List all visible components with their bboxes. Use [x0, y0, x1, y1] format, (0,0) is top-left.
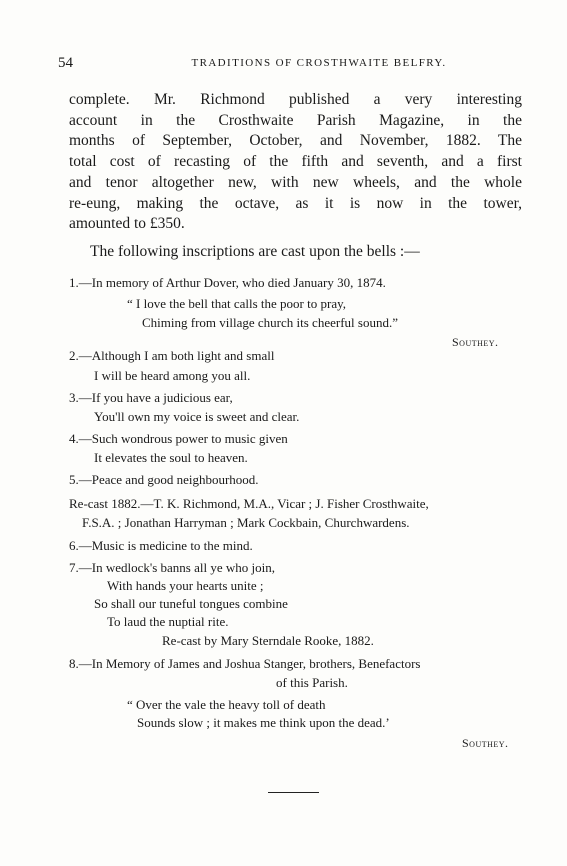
page-header	[58, 55, 520, 77]
section-end-rule	[268, 792, 319, 793]
paragraph-line: re-eung, making the octave, as it is now in the tower,	[69, 194, 522, 212]
inscription-7-line-4: To laud the nuptial rite.	[107, 614, 229, 629]
inscription-3-line-1: 3.—If you have a judicious ear,	[69, 390, 233, 405]
inscription-3-line-2: You'll own my voice is sweet and clear.	[94, 409, 300, 424]
inscription-2-line-2: I will be heard among you all.	[94, 368, 251, 383]
running-title: TRADITIONS OF CROSTHWAITE BELFRY.	[191, 57, 447, 69]
paragraph-line: months of September, October, and November, 1882. The	[69, 132, 522, 150]
inscription-7-recast: Re-cast by Mary Sterndale Rooke, 1882.	[162, 633, 374, 648]
inscription-7-line-2: With hands your hearts unite ;	[107, 578, 264, 593]
inscription-8-quote-line-2: Sounds slow ; it makes me think upon the dead.’	[137, 715, 390, 730]
inscription-8-line-2: of this Parish.	[276, 675, 348, 690]
paragraph-line: account in the Crosthwaite Parish Magazine, in the	[69, 111, 522, 129]
inscription-2-line-1: 2.—Although I am both light and small	[69, 348, 275, 363]
paragraph-line: total cost of recasting of the fifth and seventh, and a first	[69, 153, 522, 171]
inscription-5-line-1: 5.—Peace and good neighbourhood.	[69, 472, 259, 487]
inscription-8-line-1: 8.—In Memory of James and Joshua Stanger, brothers, Benefactors	[69, 656, 421, 671]
inscription-4-line-2: It elevates the soul to heaven.	[94, 450, 248, 465]
inscription-4-line-1: 4.—Such wondrous power to music given	[69, 431, 288, 446]
recast-1882-line-2: F.S.A. ; Jonathan Harryman ; Mark Cockbain, Churchwardens.	[82, 515, 410, 530]
inscriptions-lead-in: The following inscriptions are cast upon the bells :—	[90, 243, 420, 260]
paragraph-line: and tenor altogether new, with new wheels, and the whole	[69, 173, 522, 191]
paragraph-line: amounted to £350.	[69, 215, 185, 233]
intro-paragraph	[69, 90, 522, 235]
inscription-6-line-1: 6.—Music is medicine to the mind.	[69, 538, 253, 553]
inscription-8-author: Southey.	[462, 736, 509, 750]
inscription-1-author: Southey.	[452, 335, 499, 349]
recast-1882-line-1: Re-cast 1882.—T. K. Richmond, M.A., Vicar ; J. Fisher Crosthwaite,	[69, 496, 429, 511]
inscription-7-line-3: So shall our tuneful tongues combine	[94, 596, 288, 611]
inscription-1-quote-line-2: Chiming from village church its cheerful sound.”	[142, 315, 398, 330]
inscription-8-quote-line-1: “ Over the vale the heavy toll of death	[127, 697, 326, 712]
inscription-7-line-1: 7.—In wedlock's banns all ye who join,	[69, 560, 275, 575]
inscription-1-quote-line-1: “ I love the bell that calls the poor to pray,	[127, 296, 347, 311]
paragraph-line: complete. Mr. Richmond published a very interesting	[69, 91, 522, 108]
inscription-1-line-1: 1.—In memory of Arthur Dover, who died January 30, 1874.	[69, 275, 386, 290]
page-number: 54	[58, 55, 73, 71]
